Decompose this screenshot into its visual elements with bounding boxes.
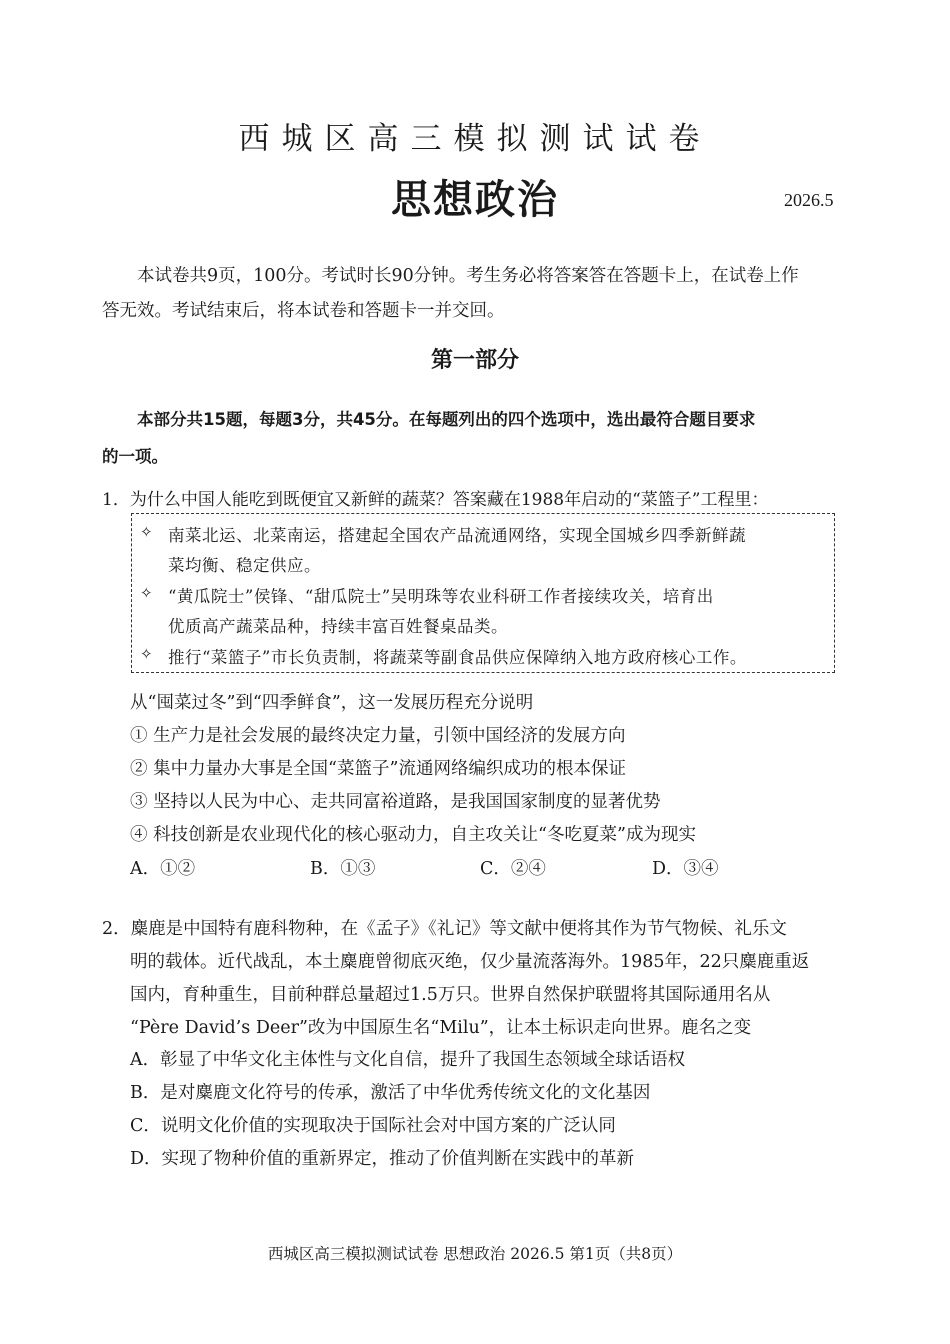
part1-description-line-2: 的一项。 bbox=[102, 447, 168, 466]
q1-option-d: D．③④ bbox=[652, 859, 719, 879]
q1-statement-2: ② 集中力量办大事是全国“菜篮子”流通网络编织成功的根本保证 bbox=[130, 759, 626, 779]
q1-box-item-1-line-2: 菜均衡、稳定供应。 bbox=[168, 556, 321, 575]
q1-statement-4: ④ 科技创新是农业现代化的核心驱动力，自主攻关让“冬吃夏菜”成为现实 bbox=[130, 825, 696, 845]
instructions-line-1: 本试卷共9页，100分。考试时长90分钟。考生务必将答案答在答题卡上，在试卷上作 bbox=[137, 266, 799, 286]
q1-option-b: B．①③ bbox=[310, 859, 376, 879]
part1-description-line-1: 本部分共15题，每题3分，共45分。在每题列出的四个选项中，选出最符合题目要求 bbox=[137, 410, 756, 429]
q1-box-item-2-line-1: “黄瓜院士”侯锋、“甜瓜院士”吴明珠等农业科研工作者接续攻关，培育出 bbox=[168, 587, 714, 606]
q2-stem-line-2: 明的载体。近代战乱，本土麋鹿曾彻底灭绝，仅少量流落海外。1985年，22只麋鹿重返 bbox=[130, 952, 810, 972]
sparkle-icon: ✧ bbox=[140, 645, 153, 663]
q2-option-c: C．说明文化价值的实现取决于国际社会对中国方案的广泛认同 bbox=[130, 1116, 616, 1136]
exam-date: 2026.5 bbox=[784, 190, 834, 210]
q1-lead: 从“囤菜过冬”到“四季鲜食”，这一发展历程充分说明 bbox=[130, 693, 534, 713]
q1-statement-1: ① 生产力是社会发展的最终决定力量，引领中国经济的发展方向 bbox=[130, 726, 626, 746]
subject-title: 思想政治 bbox=[391, 177, 559, 223]
q1-option-a: A．①② bbox=[130, 859, 196, 879]
q2-option-a: A．彰显了中华文化主体性与文化自信，提升了我国生态领域全球话语权 bbox=[130, 1050, 686, 1070]
page-footer: 西城区高三模拟测试试卷 思想政治 2026.5 第1页（共8页） bbox=[267, 1245, 683, 1263]
exam-title: 西城区高三模拟测试试卷 bbox=[238, 121, 712, 157]
q2-stem-line-4: “Père David’s Deer”改为中国原生名“Milu”，让本土标识走向世界。鹿名之变 bbox=[130, 1018, 752, 1038]
q1-statement-3: ③ 坚持以人民为中心、走共同富裕道路，是我国国家制度的显著优势 bbox=[130, 792, 661, 812]
q1-box-item-3-line-1: 推行“菜篮子”市长负责制，将蔬菜等副食品供应保障纳入地方政府核心工作。 bbox=[168, 648, 747, 667]
sparkle-icon: ✧ bbox=[140, 584, 153, 602]
part1-heading: 第一部分 bbox=[430, 348, 519, 373]
q1-box-item-1-line-1: 南菜北运、北菜南运，搭建起全国农产品流通网络，实现全国城乡四季新鲜蔬 bbox=[168, 526, 746, 545]
q1-box-item-2-line-2: 优质高产蔬菜品种，持续丰富百姓餐桌品类。 bbox=[168, 617, 508, 636]
q1-option-c: C．②④ bbox=[480, 859, 546, 879]
q1-stem: 1．为什么中国人能吃到既便宜又新鲜的蔬菜？答案藏在1988年启动的“菜篮子”工程里： bbox=[102, 490, 769, 510]
q2-stem-line-1: 2．麋鹿是中国特有鹿科物种，在《孟子》《礼记》等文献中便将其作为节气物候、礼乐文 bbox=[102, 919, 787, 939]
q2-option-b: B．是对麋鹿文化符号的传承，激活了中华优秀传统文化的文化基因 bbox=[130, 1083, 651, 1103]
sparkle-icon: ✧ bbox=[140, 523, 153, 541]
instructions-line-2: 答无效。考试结束后，将本试卷和答题卡一并交回。 bbox=[102, 301, 505, 321]
q2-option-d: D．实现了物种价值的重新界定，推动了价值判断在实践中的革新 bbox=[130, 1149, 635, 1169]
q2-stem-line-3: 国内，育种重生，目前种群总量超过1.5万只。世界自然保护联盟将其国际通用名从 bbox=[130, 985, 771, 1005]
